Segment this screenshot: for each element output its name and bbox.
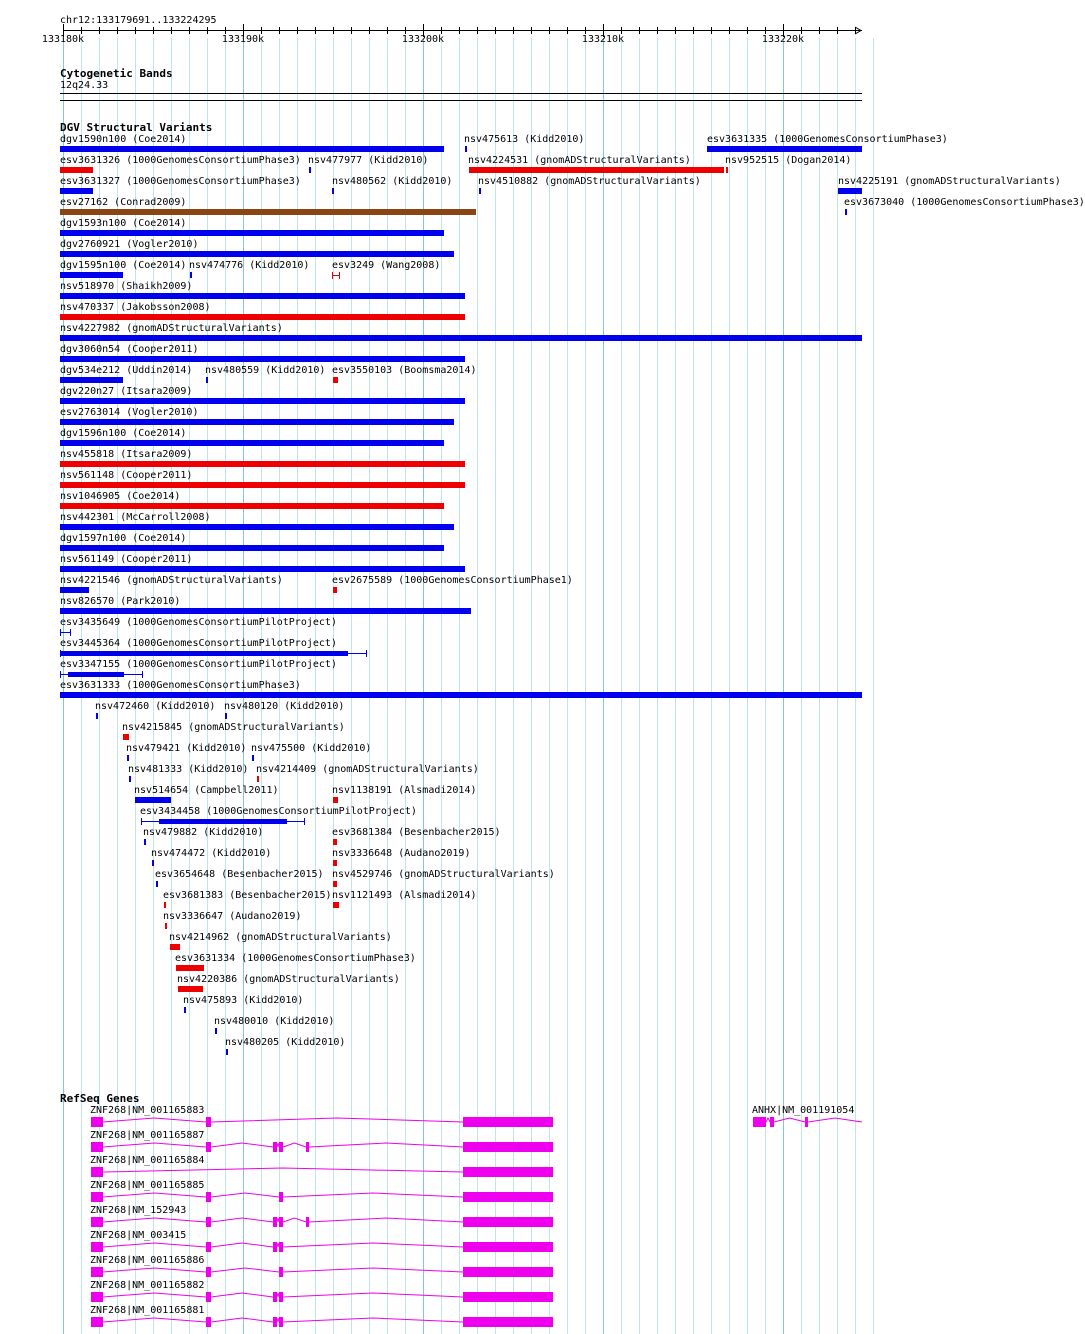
dgv-feature-label[interactable]: nsv480562 (Kidd2010) bbox=[332, 176, 453, 187]
refseq-transcript-label[interactable]: ANHX|NM_001191054 bbox=[752, 1105, 855, 1116]
dgv-feature-label[interactable]: esv3631326 (1000GenomesConsortiumPhase3) bbox=[60, 155, 301, 166]
dgv-feature-label[interactable]: nsv1046905 (Coe2014) bbox=[60, 491, 181, 502]
dgv-feature-label[interactable]: esv2763014 (Vogler2010) bbox=[60, 407, 199, 418]
dgv-feature-label[interactable]: nsv479421 (Kidd2010) bbox=[126, 743, 247, 754]
ruler-tick-label: 133210k bbox=[581, 34, 625, 45]
dgv-feature-label[interactable]: nsv4215845 (gnomADStructuralVariants) bbox=[122, 722, 345, 733]
dgv-feature-label[interactable]: nsv475500 (Kidd2010) bbox=[251, 743, 372, 754]
dgv-feature-label[interactable]: nsv952515 (Dogan2014) bbox=[725, 155, 852, 166]
dgv-feature-label[interactable]: nsv4224531 (gnomADStructuralVariants) bbox=[468, 155, 691, 166]
dgv-feature-label[interactable]: esv2675589 (1000GenomesConsortiumPhase1) bbox=[332, 575, 573, 586]
dgv-feature-label[interactable]: nsv470337 (Jakobsson2008) bbox=[60, 302, 211, 313]
dgv-feature-label[interactable]: nsv479882 (Kidd2010) bbox=[143, 827, 264, 838]
dgv-feature-label[interactable]: esv3631327 (1000GenomesConsortiumPhase3) bbox=[60, 176, 301, 187]
dgv-feature-label[interactable]: dgv534e212 (Uddin2014) bbox=[60, 365, 193, 376]
dgv-feature-label[interactable]: esv3631333 (1000GenomesConsortiumPhase3) bbox=[60, 680, 301, 691]
dgv-feature-label[interactable]: nsv4225191 (gnomADStructuralVariants) bbox=[838, 176, 1061, 187]
ruler-tick-label: 133220k bbox=[761, 34, 805, 45]
cytoband-line-top bbox=[60, 93, 862, 94]
dgv-feature-label[interactable]: nsv4529746 (gnomADStructuralVariants) bbox=[332, 869, 555, 880]
refseq-transcript-label[interactable]: ZNF268|NM_152943 bbox=[90, 1205, 187, 1216]
dgv-feature-label[interactable]: nsv514654 (Campbell2011) bbox=[134, 785, 279, 796]
dgv-feature-label[interactable]: esv3347155 (1000GenomesConsortiumPilotProject) bbox=[60, 659, 337, 670]
dgv-feature-label[interactable]: nsv561149 (Cooper2011) bbox=[60, 554, 193, 565]
ruler-tick-label: 133200k bbox=[401, 34, 445, 45]
dgv-feature-label[interactable]: esv3681383 (Besenbacher2015) bbox=[163, 890, 332, 901]
dgv-feature-label[interactable]: dgv220n27 (Itsara2009) bbox=[60, 386, 193, 397]
dgv-feature-label[interactable]: esv3435649 (1000GenomesConsortiumPilotProject) bbox=[60, 617, 337, 628]
dgv-feature-label[interactable]: nsv4510882 (gnomADStructuralVariants) bbox=[478, 176, 701, 187]
dgv-feature-label[interactable]: nsv480559 (Kidd2010) bbox=[205, 365, 326, 376]
refseq-transcript-label[interactable]: ZNF268|NM_001165881 bbox=[90, 1305, 205, 1316]
dgv-feature-label[interactable]: nsv826570 (Park2010) bbox=[60, 596, 181, 607]
dgv-feature-label[interactable]: nsv4221546 (gnomADStructuralVariants) bbox=[60, 575, 283, 586]
dgv-feature-label[interactable]: nsv3336648 (Audano2019) bbox=[332, 848, 471, 859]
dgv-feature-label[interactable]: dgv3060n54 (Cooper2011) bbox=[60, 344, 199, 355]
dgv-feature-label[interactable]: nsv4220386 (gnomADStructuralVariants) bbox=[177, 974, 400, 985]
refseq-track-title[interactable]: RefSeq Genes bbox=[60, 1092, 140, 1105]
dgv-feature-label[interactable]: esv3445364 (1000GenomesConsortiumPilotProject) bbox=[60, 638, 337, 649]
dgv-feature-label[interactable]: nsv480120 (Kidd2010) bbox=[224, 701, 345, 712]
cytoband-line-bottom bbox=[60, 100, 862, 101]
dgv-feature-label[interactable]: nsv477977 (Kidd2010) bbox=[308, 155, 429, 166]
dgv-feature-label[interactable]: esv3673040 (1000GenomesConsortiumPhase3) bbox=[844, 197, 1085, 208]
dgv-feature-label[interactable]: nsv474776 (Kidd2010) bbox=[189, 260, 310, 271]
dgv-feature-label[interactable]: nsv561148 (Cooper2011) bbox=[60, 470, 193, 481]
dgv-feature-label[interactable]: nsv1121493 (Alsmadi2014) bbox=[332, 890, 477, 901]
dgv-feature-label[interactable]: nsv472460 (Kidd2010) bbox=[95, 701, 216, 712]
dgv-feature-label[interactable]: esv3631334 (1000GenomesConsortiumPhase3) bbox=[175, 953, 416, 964]
ruler-tick-label: 133190k bbox=[221, 34, 265, 45]
ruler-tick-label: 133180k bbox=[41, 34, 85, 45]
dgv-feature-label[interactable]: esv3631335 (1000GenomesConsortiumPhase3) bbox=[707, 134, 948, 145]
dgv-feature-label[interactable]: esv3681384 (Besenbacher2015) bbox=[332, 827, 501, 838]
dgv-feature-label[interactable]: dgv2760921 (Vogler2010) bbox=[60, 239, 199, 250]
dgv-feature-label[interactable]: dgv1590n100 (Coe2014) bbox=[60, 134, 187, 145]
dgv-feature-label[interactable]: dgv1595n100 (Coe2014) bbox=[60, 260, 187, 271]
refseq-transcript-label[interactable]: ZNF268|NM_001165883 bbox=[90, 1105, 205, 1116]
dgv-feature-label[interactable]: nsv480010 (Kidd2010) bbox=[214, 1016, 335, 1027]
cytoband-label: 12q24.33 bbox=[60, 80, 109, 91]
refseq-transcript-label[interactable]: ZNF268|NM_001165884 bbox=[90, 1155, 205, 1166]
dgv-feature-label[interactable]: nsv4214409 (gnomADStructuralVariants) bbox=[256, 764, 479, 775]
dgv-feature-label[interactable]: esv3550103 (Boomsma2014) bbox=[332, 365, 477, 376]
dgv-feature-label[interactable]: nsv480205 (Kidd2010) bbox=[225, 1037, 346, 1048]
dgv-feature-label[interactable]: nsv455818 (Itsara2009) bbox=[60, 449, 193, 460]
dgv-feature-label[interactable]: esv3249 (Wang2008) bbox=[332, 260, 441, 271]
refseq-transcript-label[interactable]: ZNF268|NM_001165885 bbox=[90, 1180, 205, 1191]
dgv-feature-label[interactable]: nsv475613 (Kidd2010) bbox=[464, 134, 585, 145]
refseq-transcript-label[interactable]: ZNF268|NM_001165887 bbox=[90, 1130, 205, 1141]
refseq-transcript-label[interactable]: ZNF268|NM_003415 bbox=[90, 1230, 187, 1241]
dgv-track-title[interactable]: DGV Structural Variants bbox=[60, 121, 213, 134]
dgv-feature-label[interactable]: nsv1138191 (Alsmadi2014) bbox=[332, 785, 477, 796]
dgv-feature-label[interactable]: nsv4214962 (gnomADStructuralVariants) bbox=[169, 932, 392, 943]
dgv-feature-label[interactable]: nsv442301 (McCarroll2008) bbox=[60, 512, 211, 523]
dgv-feature-label[interactable]: nsv475893 (Kidd2010) bbox=[183, 995, 304, 1006]
dgv-feature-label[interactable]: dgv1596n100 (Coe2014) bbox=[60, 428, 187, 439]
dgv-feature-label[interactable]: esv27162 (Conrad2009) bbox=[60, 197, 187, 208]
dgv-feature-label[interactable]: nsv481333 (Kidd2010) bbox=[128, 764, 249, 775]
dgv-feature-label[interactable]: esv3434458 (1000GenomesConsortiumPilotProject) bbox=[140, 806, 417, 817]
dgv-feature-label[interactable]: nsv474472 (Kidd2010) bbox=[151, 848, 272, 859]
refseq-transcript-label[interactable]: ZNF268|NM_001165886 bbox=[90, 1255, 205, 1266]
dgv-feature-label[interactable]: nsv4227982 (gnomADStructuralVariants) bbox=[60, 323, 283, 334]
dgv-feature-label[interactable]: dgv1597n100 (Coe2014) bbox=[60, 533, 187, 544]
dgv-feature-label[interactable]: esv3654648 (Besenbacher2015) bbox=[155, 869, 324, 880]
cytoband-track-title[interactable]: Cytogenetic Bands bbox=[60, 67, 173, 80]
dgv-feature-label[interactable]: nsv3336647 (Audano2019) bbox=[163, 911, 302, 922]
dgv-feature-label[interactable]: nsv518970 (Shaikh2009) bbox=[60, 281, 193, 292]
region-label: chr12:133179691..133224295 bbox=[60, 15, 217, 26]
refseq-transcript-label[interactable]: ZNF268|NM_001165882 bbox=[90, 1280, 205, 1291]
dgv-feature-label[interactable]: dgv1593n100 (Coe2014) bbox=[60, 218, 187, 229]
